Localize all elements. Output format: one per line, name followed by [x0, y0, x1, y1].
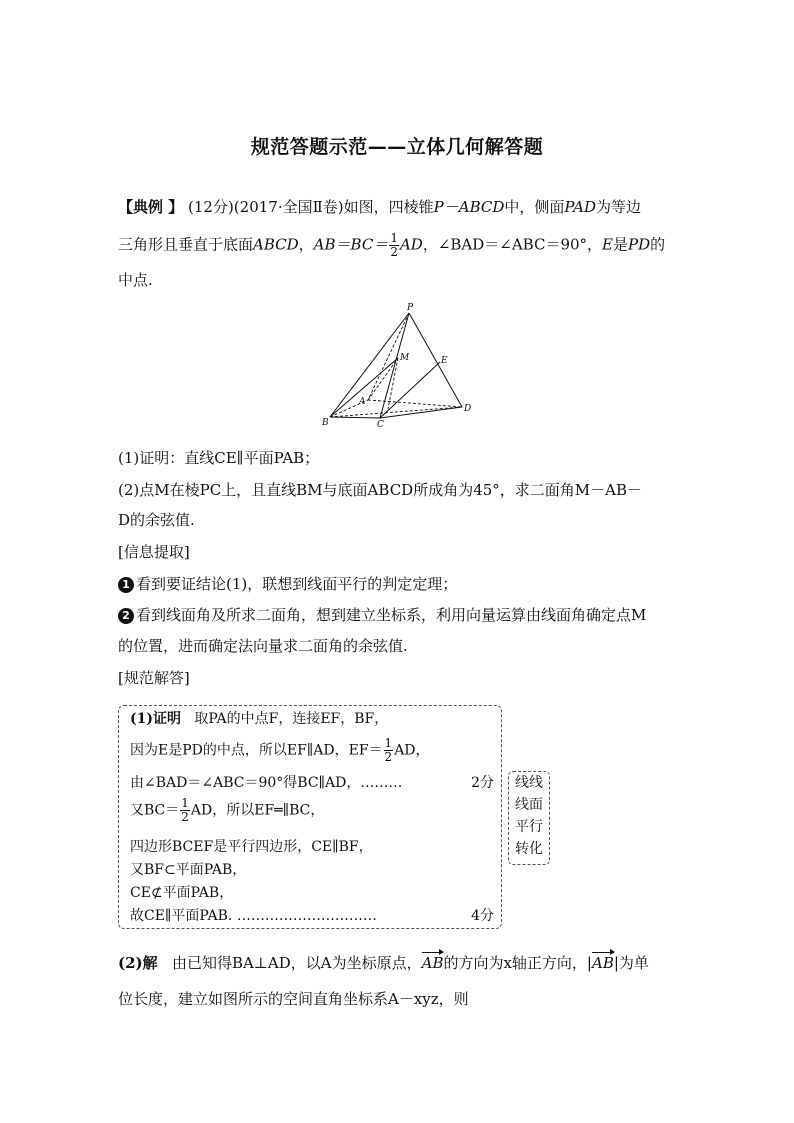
problem-line-1 — [118, 197, 641, 217]
solution-text: 由∠BAD＝∠ABC＝90°得BC∥AD，……… — [130, 775, 403, 791]
example-tag: 【典例 】 — [118, 198, 184, 216]
problem-text: ，∠BAD＝∠ABC＝90°， — [422, 235, 603, 254]
label-B: B — [322, 418, 329, 428]
solution-heading: [规范解答] — [118, 669, 190, 687]
label-E: E — [441, 356, 448, 366]
question-2-line-1: (2)点M在棱PC上，且直线BM与底面ABCD所成角为45°，求二面角M－AB－ — [118, 481, 642, 499]
problem-text: ， — [298, 235, 314, 254]
number-1-icon: 1 — [118, 577, 134, 593]
problem-text: 三角形且垂直于底面 — [118, 235, 254, 254]
label-M: M — [400, 353, 410, 363]
info-item-2-line-1 — [118, 605, 646, 625]
problem-text: 是 — [612, 235, 628, 254]
side-note-line: 线面 — [515, 797, 543, 813]
fraction — [180, 797, 190, 824]
problem-text: (12分)(2017·全国Ⅱ卷)如图，四棱锥 — [188, 198, 434, 216]
side-note-line: 平行 — [515, 819, 543, 835]
solution-label: (2)解 — [118, 954, 158, 972]
problem-text: 中，侧面 — [504, 198, 565, 216]
info-heading: [信息提取] — [118, 543, 190, 561]
side-note-line: 转化 — [515, 841, 543, 857]
problem-text: P－ABCD — [433, 198, 505, 216]
problem-text: 为等边 — [595, 198, 641, 216]
problem-text: AB＝BC＝ — [313, 235, 389, 254]
solution-line-8 — [130, 907, 494, 925]
label-D: D — [464, 404, 472, 414]
fraction — [384, 737, 394, 764]
problem-line-3: 中点. — [118, 271, 153, 289]
pyramid-figure — [320, 300, 480, 430]
score-label: 2分 — [471, 775, 494, 791]
solution-text: 的方向为x轴正方向，| — [443, 954, 592, 972]
question-1: (1)证明：直线CE∥平面PAB； — [118, 449, 320, 467]
solution-line-1 — [130, 710, 388, 728]
edge-PD — [409, 313, 462, 407]
vector-AB: AB — [591, 954, 614, 972]
fraction-numerator: 1 — [181, 796, 189, 810]
solution-text: 由已知得BA⊥AD，以A为坐标原点， — [171, 954, 422, 972]
label-C: C — [377, 420, 384, 430]
fraction-denominator: 2 — [384, 750, 393, 764]
solution-line-2 — [130, 737, 430, 764]
solution-text: BC， — [289, 802, 325, 819]
fraction-numerator: 1 — [384, 736, 393, 750]
part2-line-2: 位长度，建立如图所示的空间直角坐标系A－xyz，则 — [118, 990, 469, 1008]
fraction-denominator: 2 — [181, 810, 189, 824]
page-title: 规范答题示范——立体几何解答题 — [250, 136, 544, 158]
info-item-1 — [118, 574, 457, 594]
info-text: 看到要证结论(1)，联想到线面平行的判定定理； — [136, 575, 458, 593]
proof-label: (1)证明 — [130, 711, 181, 727]
fraction-denominator: 2 — [390, 245, 398, 259]
solution-line-5: 四边形BCEF是平行四边形，CE∥BF， — [130, 839, 373, 855]
solution-line-4 — [130, 797, 324, 824]
solution-text: 因为E是PD的中点，所以EF∥AD，EF＝ — [130, 742, 383, 759]
problem-text: AD — [399, 235, 423, 254]
vector-AB: AB — [421, 954, 444, 972]
solution-text: 故CE∥平面PAB. ………………………… — [130, 908, 377, 924]
solution-text: |为单 — [613, 954, 649, 972]
side-note-box — [508, 771, 550, 865]
solution-text: AD，所以EF — [190, 802, 275, 819]
number-2-icon: 2 — [118, 608, 134, 624]
problem-text: E — [602, 235, 613, 254]
label-P: P — [407, 303, 414, 313]
solution-line-6: 又BF⊂平面PAB， — [130, 862, 247, 878]
label-A: A — [359, 397, 366, 407]
solution-text: 又BC＝ — [130, 802, 180, 819]
parallel-equal-symbol: ═∥ — [274, 802, 290, 819]
solution-line-7: CE⊄平面PAB， — [130, 885, 234, 901]
fraction — [389, 232, 399, 259]
edge-BC — [330, 417, 380, 418]
part2-line-1 — [118, 953, 649, 973]
fraction-numerator: 1 — [390, 231, 398, 245]
problem-line-2 — [118, 232, 665, 259]
solution-text: 取PA的中点F，连接EF，BF， — [194, 711, 389, 727]
solution-text: AD， — [394, 742, 430, 759]
side-note-line: 线线 — [515, 775, 543, 791]
question-2-line-2: D的余弦值. — [118, 511, 195, 529]
edge-AD — [368, 400, 462, 407]
info-item-2-line-2: 的位置，进而确定法向量求二面角的余弦值. — [118, 637, 408, 655]
info-text: 看到线面角及所求二面角，想到建立坐标系，利用向量运算由线面角确定点M — [136, 606, 647, 624]
score-label: 4分 — [471, 908, 494, 924]
solution-line-3 — [130, 774, 494, 792]
problem-text: ABCD — [253, 235, 299, 254]
problem-text: 的 — [650, 235, 666, 254]
problem-text: PD — [628, 235, 651, 254]
problem-text: PAD — [564, 198, 596, 216]
